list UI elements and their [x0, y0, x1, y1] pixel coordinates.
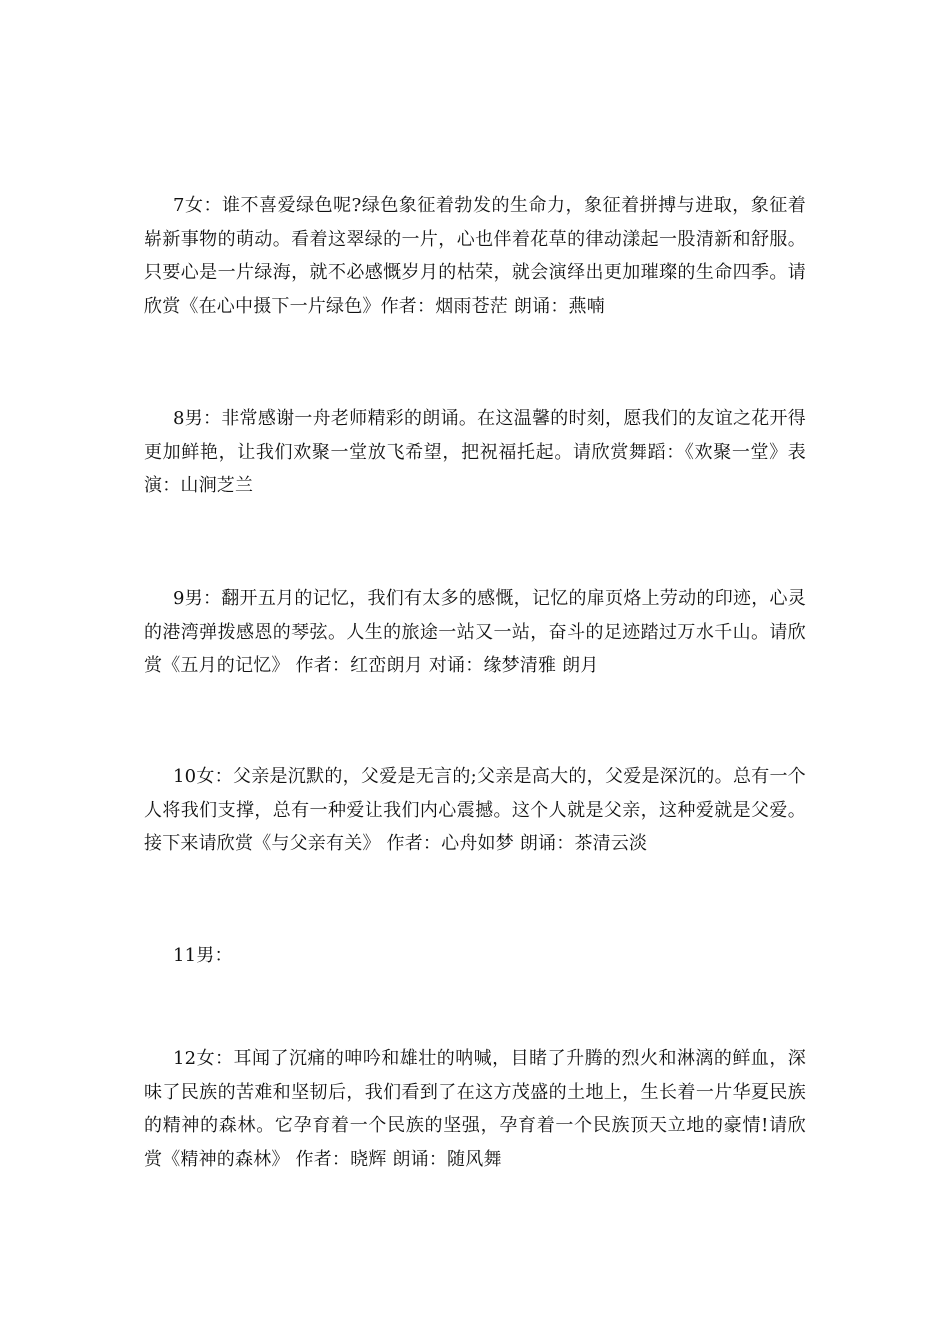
paragraph-7: 7女：谁不喜爱绿色呢?绿色象征着勃发的生命力，象征着拼搏与进取，象征着崭新事物的萌动。看着这翠绿的一片，心也伴着花草的律动漾起一股清新和舒服。只要心是一片绿海，就不必感慨岁月的枯荣，就会演绎出更加璀璨的生命四季。请欣赏《在心中摄下一片绿色》作者：烟雨苍茫 朗诵：燕喃: [144, 195, 806, 317]
paragraph-9: 9男：翻开五月的记忆，我们有太多的感慨，记忆的扉页烙上劳动的印迹，心灵的港湾弹拨感恩的琴弦。人生的旅途一站又一站，奋斗的足迹踏过万水千山。请欣赏《五月的记忆》 作者：红峦朗月 对诵：缘梦清雅 朗月: [144, 588, 806, 676]
paragraph-12: 12女：耳闻了沉痛的呻吟和雄壮的呐喊，目睹了升腾的烈火和淋漓的鲜血，深味了民族的苦难和坚韧后，我们看到了在这方茂盛的土地上，生长着一片华夏民族的精神的森林。它孕育着一个民族的坚强，孕育着一个民族顶天立地的豪情!请欣赏《精神的森林》 作者：晓辉 朗诵：随风舞: [144, 1048, 806, 1170]
paragraph-10: 10女：父亲是沉默的，父爱是无言的;父亲是高大的，父爱是深沉的。总有一个人将我们支撑，总有一种爱让我们内心震撼。这个人就是父亲，这种爱就是父爱。接下来请欣赏《与父亲有关》 作者：心舟如梦 朗诵：茶清云淡: [144, 766, 806, 854]
paragraph-8: 8男：非常感谢一舟老师精彩的朗诵。在这温馨的时刻，愿我们的友谊之花开得更加鲜艳，让我们欢聚一堂放飞希望，把祝福托起。请欣赏舞蹈：《欢聚一堂》表演：山涧芝兰: [144, 408, 806, 496]
paragraph-11: 11男：: [173, 945, 233, 966]
